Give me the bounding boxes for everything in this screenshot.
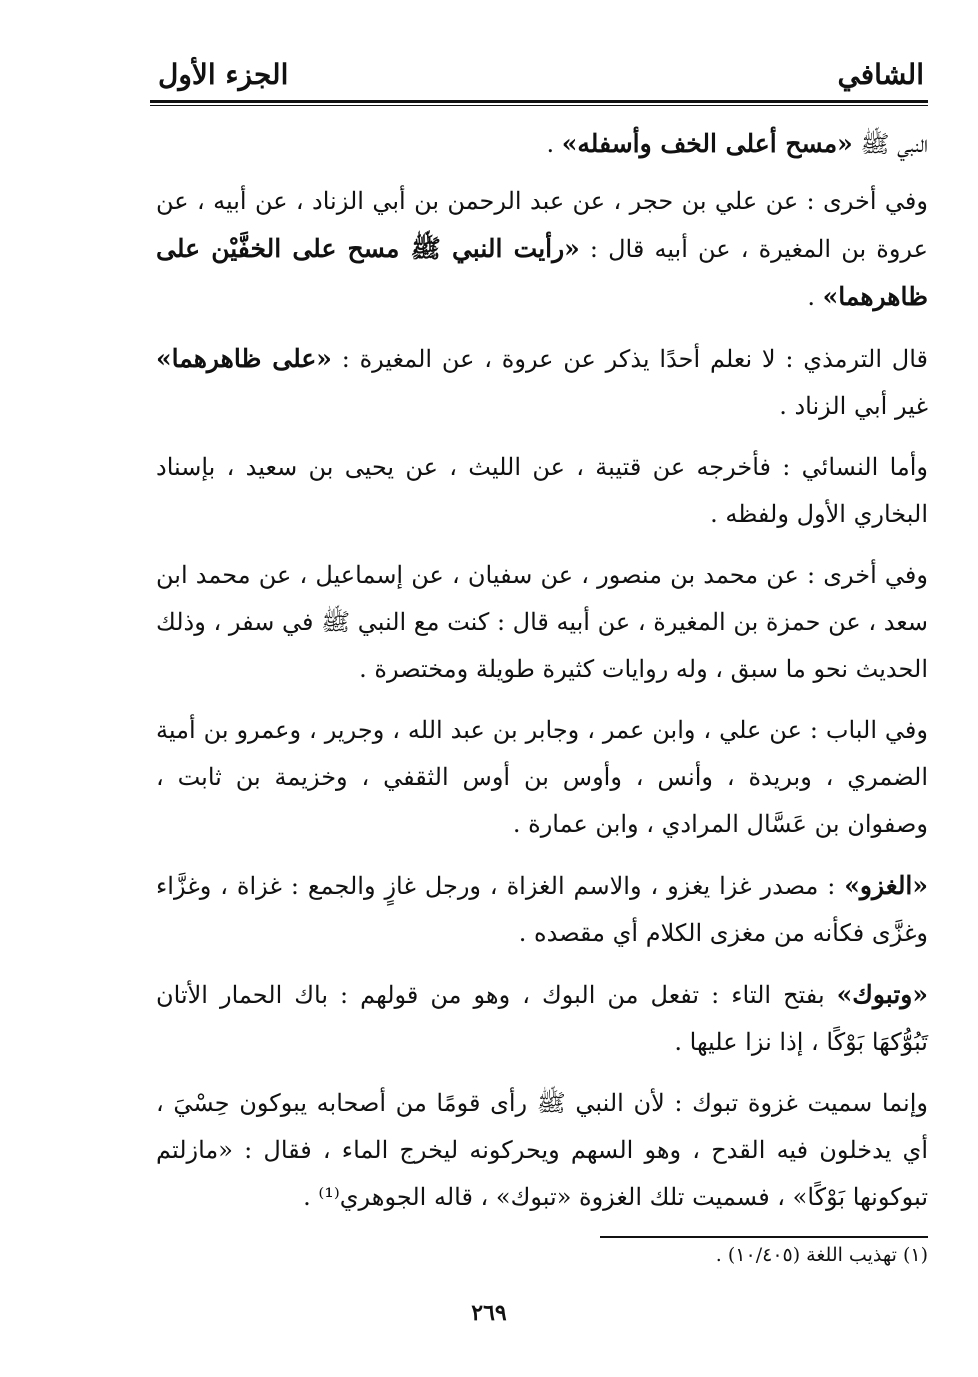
text-run: وفي أخرى : عن محمد بن منصور ، عن سفيان ، عن إسماعيل ، عن محمد ابن سعد ، عن حمزة بن المغيرة ، عن أبيه قال : كنت مع النبي ﷺ في سفر ، وذلك الحديث نحو ما سبق ، وله روايات كثيرة طويلة ومختصرة . (156, 561, 928, 683)
footnote-rule (600, 1236, 928, 1238)
volume-title: الجزء الأول (158, 58, 289, 91)
page-number: ٢٦٩ (471, 1300, 507, 1326)
text-run: وفي الباب : عن علي ، وابن عمر ، وجابر بن عبد الله ، وجرير ، وعمرو بن أمية الضمري ، وبريدة ، وأنس ، وأوس بن أوس الثقفي ، وخزيمة بن ثابت ، وصفوان بن عَسَّال المرادي ، وابن عمارة . (156, 716, 929, 838)
bold-quote: «مسح أعلى الخف وأسفله» (561, 129, 853, 158)
paragraph (156, 971, 928, 1066)
text-run: . (546, 130, 562, 158)
bold-quote: «وتبوك» (836, 980, 928, 1009)
running-header (150, 58, 928, 98)
text-run: وفي أخرى : عن علي بن حجر ، عن عبد الرحمن بن أبي الزناد ، عن أبيه ، عن عروة بن المغيرة ، عن أبيه قال : (156, 187, 928, 263)
bold-quote: «على ظاهرهما» (156, 344, 332, 373)
text-run: وإنما سميت غزوة تبوك : لأن النبي ﷺ رأى قومًا من أصحابه يبوكون حِسْيَ ، أي يدخلون فيه القدح ، وهو السهم ويحركونه ليخرج الماء ، فقال : «مازلتم تبوكونها بَوْكًا» ، فسميت تلك الغزوة «تبوك» ، قاله الجوهري⁽¹⁾ . (156, 1089, 928, 1211)
text-run: : مصدر غزا يغزو ، والاسم الغزاة ، ورجل غازٍ والجمع : غزاة ، وغزَّاء وغزَّى فكأنه من مغزى الكلام أي مقصده . (156, 872, 928, 947)
paragraph (156, 444, 928, 538)
book-title: الشافي (837, 58, 924, 91)
paragraph (156, 862, 928, 957)
paragraph (156, 335, 928, 430)
paragraph (156, 178, 928, 321)
bold-quote: «الغزو» (844, 871, 929, 900)
bold-quote: «رأيت النبي ﷺ مسح على الخفَّيْن على ظاهرهما» (156, 234, 928, 311)
text-run: . (807, 283, 823, 311)
paragraph (156, 1080, 928, 1221)
text-run: قال الترمذي : لا نعلم أحدًا يذكر عن عروة ، عن المغيرة : (331, 345, 929, 373)
paragraph (156, 120, 928, 168)
paragraph (156, 552, 928, 693)
header-rule (150, 100, 928, 103)
header-rule-thin (150, 105, 928, 106)
text-run: وأما النسائي : فأخرجه عن قتيبة ، عن الليث ، عن يحيى بن سعيد ، بإسناد البخاري الأول ولفظه . (156, 453, 929, 528)
text-run: النبي ﷺ (852, 130, 928, 158)
text-run: غير أبي الزناد . (779, 392, 928, 420)
footnote: (١) تهذيب اللغة (١٠/٤٠٥) . (715, 1244, 928, 1266)
paragraph (156, 707, 928, 848)
main-text (156, 120, 928, 1235)
text-run: بفتح التاء : تفعل من البوك ، وهو من قولهم : باك الحمار الأتان تَبُوُّكهَا بَوْكًا ، إذا نزا عليها . (156, 981, 928, 1056)
